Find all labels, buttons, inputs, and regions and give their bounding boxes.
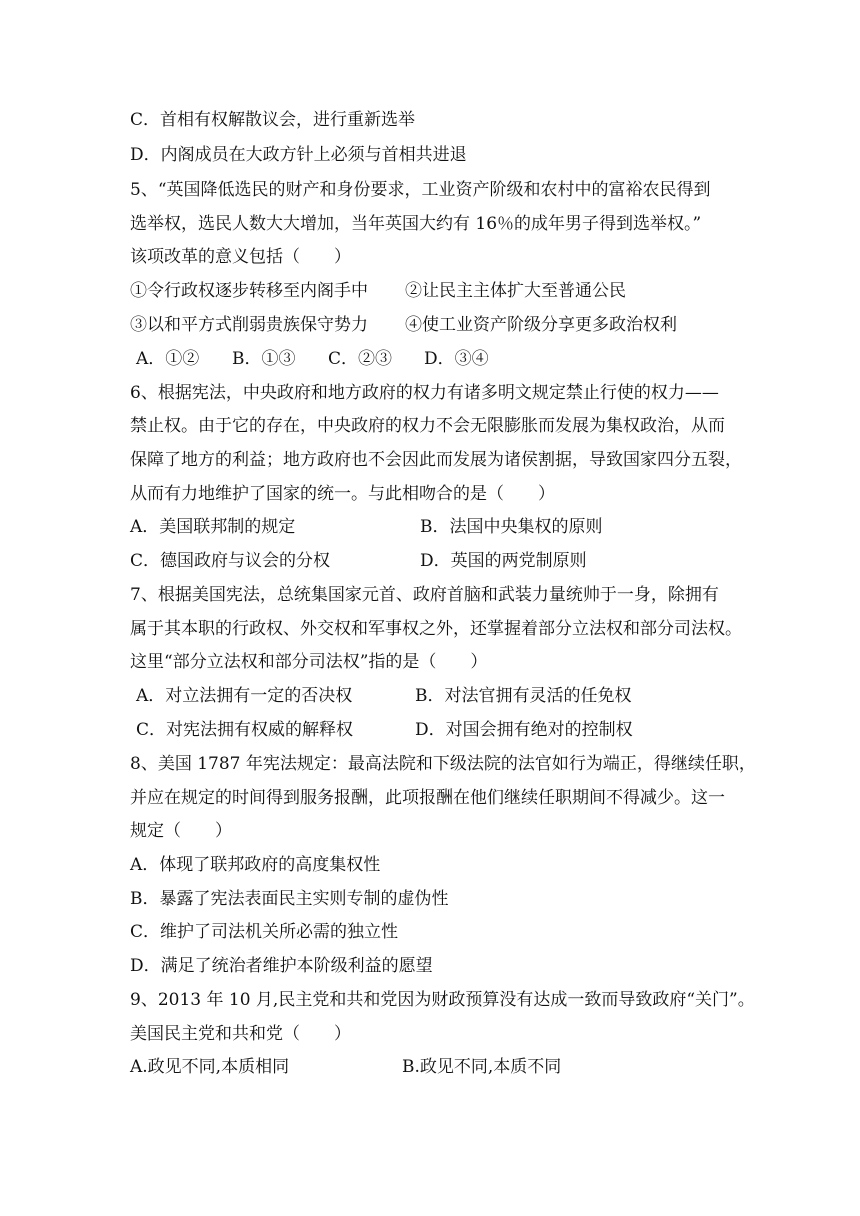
q8-stem-line-1: 8、美国 1787 年宪法规定：最高法院和下级法院的法官如行为端正，得继续任职， bbox=[130, 754, 756, 774]
q6-option-c: C．德国政府与议会的分权 bbox=[130, 551, 331, 571]
q6-stem-line-1: 6、根据宪法，中央政府和地方政府的权力有诸多明文规定禁止行使的权力—— bbox=[130, 383, 719, 403]
q8-stem-line-2: 并应在规定的时间得到服务报酬，此项报酬在他们继续任职期间不得减少。这一 bbox=[130, 788, 725, 808]
q5-item-2: ②让民主主体扩大至普通公民 bbox=[405, 281, 626, 301]
q5-option-d: D．③④ bbox=[424, 349, 489, 369]
q7-stem-line-3: 这里“部分立法权和部分司法权”指的是（ ） bbox=[130, 652, 488, 672]
q5-option-c: C．②③ bbox=[328, 349, 393, 369]
q9-option-a: A.政见不同,本质相同 bbox=[130, 1057, 290, 1077]
q6-option-d: D．英国的两党制原则 bbox=[420, 551, 587, 571]
q5-item-1: ①令行政权逐步转移至内阁手中 bbox=[130, 281, 368, 301]
q7-option-c: C．对宪法拥有权威的解释权 bbox=[136, 720, 354, 740]
q6-option-a: A．美国联邦制的规定 bbox=[130, 517, 296, 537]
q6-option-b: B．法国中央集权的原则 bbox=[420, 517, 603, 537]
q6-stem-line-4: 从而有力地维护了国家的统一。与此相吻合的是（ ） bbox=[130, 484, 555, 504]
q4-option-c: C．首相有权解散议会，进行重新选举 bbox=[130, 110, 416, 130]
q9-stem-line-2: 美国民主党和共和党（ ） bbox=[130, 1024, 351, 1044]
q5-stem-line-2: 选举权，选民人数大大增加，当年英国大约有 16％的成年男子得到选举权。” bbox=[130, 214, 702, 234]
q5-item-4: ④使工业资产阶级分享更多政治权利 bbox=[405, 315, 677, 335]
q8-option-b: B．暴露了宪法表面民主实则专制的虚伪性 bbox=[130, 889, 449, 909]
q5-option-b: B．①③ bbox=[232, 349, 296, 369]
q5-stem-line-3: 该项改革的意义包括（ ） bbox=[130, 247, 351, 267]
q8-option-d: D．满足了统治者维护本阶级利益的愿望 bbox=[130, 956, 433, 976]
q4-option-d: D．内阁成员在大政方针上必须与首相共进退 bbox=[130, 145, 467, 165]
q7-option-a: A．对立法拥有一定的否决权 bbox=[136, 686, 353, 706]
q7-option-b: B．对法官拥有灵活的任免权 bbox=[415, 686, 632, 706]
q8-option-a: A．体现了联邦政府的高度集权性 bbox=[130, 855, 381, 875]
q7-stem-line-1: 7、根据美国宪法，总统集国家元首、政府首脑和武装力量统帅于一身，除拥有 bbox=[130, 585, 719, 605]
q8-option-c: C．维护了司法机关所必需的独立性 bbox=[130, 922, 399, 942]
q7-stem-line-2: 属于其本职的行政权、外交权和军事权之外，还掌握着部分立法权和部分司法权。 bbox=[130, 619, 742, 639]
q9-option-b: B.政见不同,本质不同 bbox=[402, 1057, 562, 1077]
q5-option-a: A．①② bbox=[136, 349, 200, 369]
q6-stem-line-2: 禁止权。由于它的存在，中央政府的权力不会无限膨胀而发展为集权政治，从而 bbox=[130, 416, 725, 436]
q8-stem-line-3: 规定（ ） bbox=[130, 821, 232, 841]
q6-stem-line-3: 保障了地方的利益；地方政府也不会因此而发展为诸侯割据，导致国家四分五裂， bbox=[130, 450, 742, 470]
q9-stem-line-1: 9、2013 年 10 月,民主党和共和党因为财政预算没有达成一致而导致政府“关门”。 bbox=[130, 990, 755, 1010]
q5-stem-line-1: 5、“英国降低选民的财产和身份要求，工业资产阶级和农村中的富裕农民得到 bbox=[130, 180, 711, 200]
q5-item-3: ③以和平方式削弱贵族保守势力 bbox=[130, 315, 368, 335]
q7-option-d: D．对国会拥有绝对的控制权 bbox=[415, 720, 633, 740]
